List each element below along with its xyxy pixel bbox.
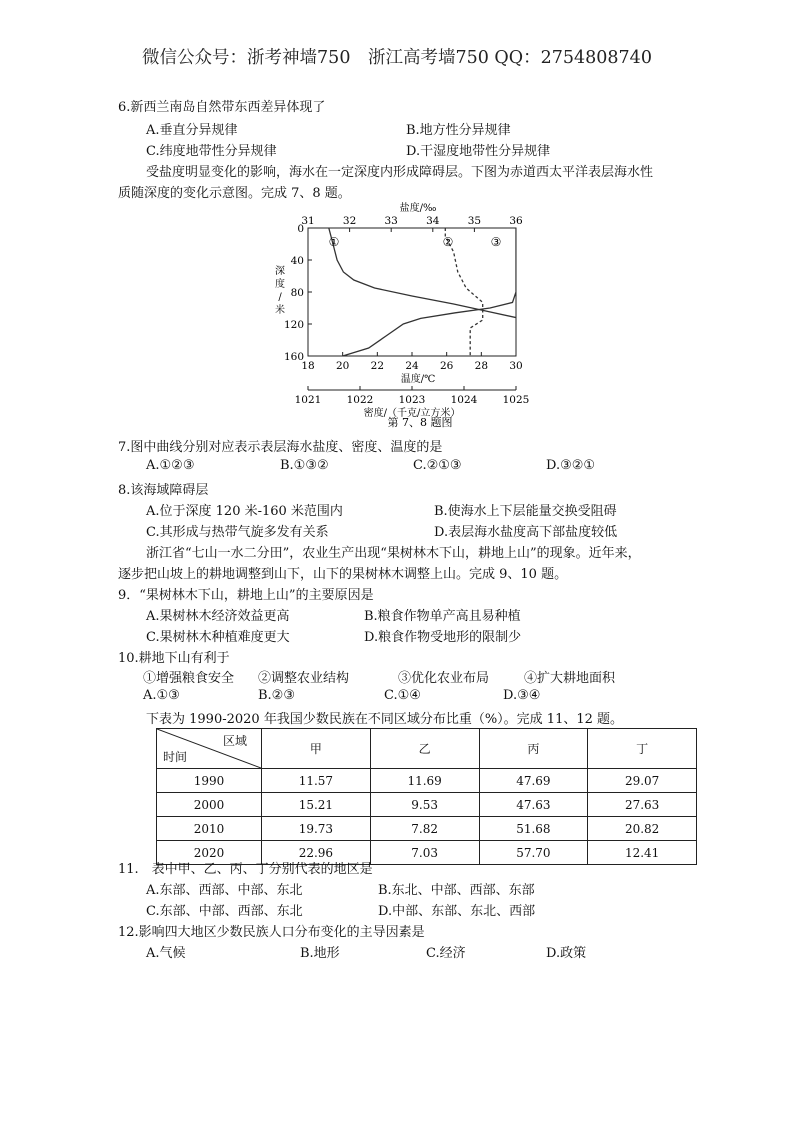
y-axis-tick-label: 160 [283,351,304,363]
q12-option-a: A.气候 [146,946,186,961]
density-axis-tick-label: 1023 [398,394,426,406]
bottom-axis-tick-label: 26 [439,360,454,372]
top-axis-tick-label: 34 [426,215,440,227]
intro-9-10-line1: 浙江省“七山一水二分田”，农业生产出现“果树林木下山，耕地上山”的现象。近年来， [146,546,641,561]
curve-label-2: ② [442,235,454,249]
corner-label-time: 时间 [163,750,188,764]
bottom-axis-tick-label: 30 [509,360,523,372]
table-cell: 27.63 [588,793,697,817]
y-axis-label-char: 深 [275,266,285,277]
table-cell: 9.53 [370,793,479,817]
table-corner-cell [157,729,262,769]
y-axis-tick-label: 80 [290,287,304,299]
q10-option-b: B.②③ [258,688,295,703]
table-row [157,817,697,841]
corner-label-region: 区域 [222,734,247,748]
q8-option-a: A.位于深度 120 米-160 米范围内 [146,504,343,519]
question-11-stem: 11. 表中甲、乙、丙、丁分别代表的地区是 [118,862,373,877]
table-cell: 19.73 [262,817,371,841]
bottom-axis-tick-label: 24 [405,360,419,372]
table-cell: 11.57 [262,769,371,793]
chart-caption: 第 7、8 题图 [387,416,453,429]
q7-option-d: D.③②① [546,458,596,473]
year-cell: 1990 [157,769,262,793]
density-axis-tick-label: 1025 [502,394,530,406]
table-cell: 20.82 [588,817,697,841]
y-axis-label-char: / [278,292,282,303]
q10-item-1: ①增强粮食安全 [143,671,235,686]
q10-item-3: ③优化农业布局 [398,671,490,686]
top-axis-tick-label: 32 [342,215,357,227]
column-header: 甲 [262,729,371,769]
table-cell: 47.69 [479,769,588,793]
bottom-axis-tick-label: 28 [474,360,489,372]
table-cell: 51.68 [479,817,588,841]
year-cell: 2010 [157,817,262,841]
series-line-1 [329,228,550,356]
q11-option-a: A.东部、西部、中部、东北 [146,883,303,898]
table-cell: 29.07 [588,769,697,793]
q8-option-b: B.使海水上下层能量交换受阻碍 [434,504,617,519]
bottom-axis-tick-label: 18 [301,360,315,372]
q8-option-d: D.表层海水盐度高下部盐度较低 [434,525,618,540]
q12-option-c: C.经济 [426,946,466,961]
bottom-axis-label: 温度/℃ [400,374,436,385]
minority-distribution-table [156,728,697,865]
table-row [157,793,697,817]
column-header: 丁 [588,729,697,769]
q6-option-a: A.垂直分异规律 [146,123,238,138]
question-9-stem: 9．“果树林木下山，耕地上山”的主要原因是 [118,588,374,603]
q10-item-4: ④扩大耕地面积 [524,671,616,686]
question-6-stem: 6.新西兰南岛自然带东西差异体现了 [118,100,326,115]
question-7-stem: 7.图中曲线分别对应表示表层海水盐度、密度、温度的是 [118,440,443,455]
top-axis-tick-label: 31 [301,215,315,227]
density-axis-label: 密度/（千克/立方米） [363,408,461,419]
density-axis-tick-label: 1022 [346,394,374,406]
q12-option-b: B.地形 [300,946,340,961]
q7-option-a: A.①②③ [146,458,195,473]
q11-option-b: B.东北、中部、西部、东部 [378,883,535,898]
q12-option-d: D.政策 [546,946,587,961]
q6-option-b: B.地方性分异规律 [406,123,511,138]
table-cell: 12.41 [588,841,697,865]
y-axis-tick-label: 40 [290,255,304,267]
q10-option-a: A.①③ [143,688,180,703]
table-header-row [157,729,697,769]
ocean-profile-chart [250,196,550,431]
table-cell: 11.69 [370,769,479,793]
intro-11-12: 下表为 1990-2020 年我国少数民族在不同区域分布比重（%）。完成 11、12 题。 [146,712,624,727]
density-axis-tick-label: 1024 [450,394,478,406]
curve-label-1: ① [328,235,340,249]
top-axis-tick-label: 33 [384,215,398,227]
density-axis-tick-label: 1021 [294,394,322,406]
q9-option-d: D.粮食作物受地形的限制少 [364,630,522,645]
y-axis-label-char: 度 [275,279,285,290]
q6-option-d: D.干湿度地带性分异规律 [406,144,551,159]
q11-option-c: C.东部、中部、西部、东北 [146,904,303,919]
q11-option-d: D.中部、东部、东北、西部 [378,904,536,919]
table-row [157,769,697,793]
q10-option-c: C.①④ [384,688,421,703]
intro-9-10-line2: 逐步把山坡上的耕地调整到山下，山下的果树林木调整上山。完成 9、10 题。 [118,567,568,582]
table-cell: 7.82 [370,817,479,841]
table-cell: 22.96 [262,841,371,865]
column-header: 乙 [370,729,479,769]
question-12-stem: 12.影响四大地区少数民族人口分布变化的主导因素是 [118,925,425,940]
curve-label-3: ③ [490,235,502,249]
top-axis-label: 盐度/‰ [399,203,437,214]
q7-option-c: C.②①③ [413,458,462,473]
table-cell: 15.21 [262,793,371,817]
bottom-axis-tick-label: 20 [335,360,350,372]
top-axis-tick-label: 36 [509,215,523,227]
q9-option-c: C.果树林木种植难度更大 [146,630,290,645]
intro-7-8-line2: 质随深度的变化示意图。完成 7、8 题。 [118,186,351,201]
q9-option-a: A.果树林木经济效益更高 [146,609,290,624]
q9-option-b: B.粮食作物单产高且易种植 [364,609,521,624]
y-axis-label-char: 米 [275,305,285,316]
table-cell: 57.70 [479,841,588,865]
page-header: 微信公众号：浙考神墙750 浙江高考墙750 QQ：2754808740 [142,48,652,68]
intro-7-8-line1: 受盐度明显变化的影响，海水在一定深度内形成障碍层。下图为赤道西太平洋表层海水性 [146,165,654,180]
top-axis-tick-label: 35 [467,215,482,227]
question-8-stem: 8.该海域障碍层 [118,483,209,498]
y-axis-tick-label: 120 [283,319,304,331]
table-cell: 47.63 [479,793,588,817]
bottom-axis-tick-label: 22 [370,360,385,372]
q7-option-b: B.①③② [280,458,329,473]
table-cell: 7.03 [370,841,479,865]
year-cell: 2000 [157,793,262,817]
question-10-stem: 10.耕地下山有利于 [118,651,230,666]
q6-option-c: C.纬度地带性分异规律 [146,144,277,159]
q8-option-c: C.其形成与热带气旋多发有关系 [146,525,329,540]
q10-option-d: D.③④ [503,688,541,703]
column-header: 丙 [479,729,588,769]
year-cell: 2020 [157,841,262,865]
q10-item-2: ②调整农业结构 [258,671,350,686]
y-axis-tick-label: 0 [297,223,304,235]
